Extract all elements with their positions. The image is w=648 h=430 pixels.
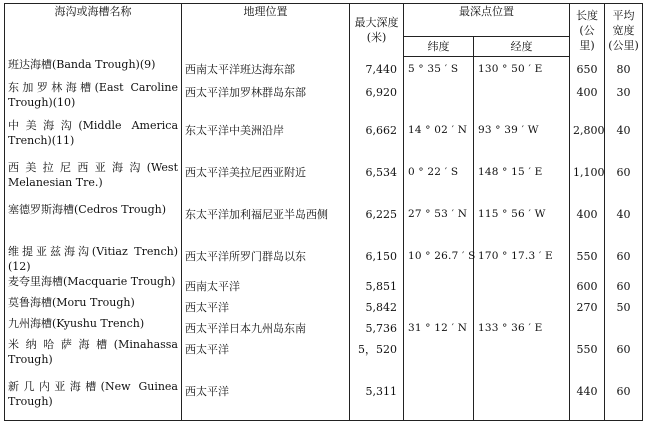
trench-name-cell: 新几内亚海槽(New Guinea Trough) (5, 379, 182, 421)
length-cell: 2,800 (570, 118, 605, 160)
trench-location-cell: 西南太平洋班达海东部 (182, 57, 350, 80)
length-cell: 550 (570, 244, 605, 274)
avg-width-cell: 60 (605, 379, 643, 421)
header-length: 长度(公里) (570, 4, 605, 57)
longitude-cell (474, 80, 570, 118)
longitude-cell: 133 ° 36 ′ E (474, 316, 570, 337)
table-row (5, 57, 643, 80)
header-longitude: 经度 (474, 37, 570, 57)
latitude-cell (404, 295, 474, 316)
header-deepest-point: 最深点位置 (404, 4, 570, 37)
length-cell: 1,100 (570, 160, 605, 202)
length-cell (570, 316, 605, 337)
latitude-cell: 31 ° 12 ′ N (404, 316, 474, 337)
latitude-cell (404, 379, 474, 421)
latitude-cell: 10 ° 26.7 ′ S (404, 244, 474, 274)
avg-width-cell: 40 (605, 202, 643, 244)
trench-name-cell: 莫鲁海槽(Moru Trough) (5, 295, 182, 316)
length-cell: 650 (570, 57, 605, 80)
table-row (5, 379, 643, 421)
length-cell: 550 (570, 337, 605, 379)
trench-location-cell: 西太平洋日本九州岛东南 (182, 316, 350, 337)
avg-width-cell: 60 (605, 244, 643, 274)
latitude-cell: 0 ° 22 ′ S (404, 160, 474, 202)
max-depth-cell: 6,662 (350, 118, 404, 160)
latitude-cell: 27 ° 53 ′ N (404, 202, 474, 244)
max-depth-cell: 6,534 (350, 160, 404, 202)
header-location: 地理位置 (182, 4, 350, 57)
trench-location-cell: 东太平洋中美洲沿岸 (182, 118, 350, 160)
table-row (5, 160, 643, 202)
longitude-cell: 130 ° 50 ′ E (474, 57, 570, 80)
table-row (5, 80, 643, 118)
latitude-cell (404, 274, 474, 295)
table-row (5, 244, 643, 274)
length-cell: 600 (570, 274, 605, 295)
longitude-cell: 148 ° 15 ′ E (474, 160, 570, 202)
avg-width-cell: 80 (605, 57, 643, 80)
longitude-cell: 115 ° 56 ′ W (474, 202, 570, 244)
longitude-cell (474, 337, 570, 379)
avg-width-cell: 60 (605, 160, 643, 202)
length-cell: 440 (570, 379, 605, 421)
max-depth-cell: 5,851 (350, 274, 404, 295)
trench-table (4, 3, 643, 421)
table-row (5, 274, 643, 295)
table-row (5, 337, 643, 379)
trench-name-cell: 维提亚兹海沟(Vitiaz Trench)(12) (5, 244, 182, 274)
latitude-cell (404, 80, 474, 118)
max-depth-cell: 6,225 (350, 202, 404, 244)
trench-name-cell: 九州海槽(Kyushu Trench) (5, 316, 182, 337)
latitude-cell (404, 337, 474, 379)
longitude-cell (474, 379, 570, 421)
trench-location-cell: 西太平洋加罗林群岛东部 (182, 80, 350, 118)
max-depth-cell: 6,150 (350, 244, 404, 274)
avg-width-cell: 30 (605, 80, 643, 118)
length-cell: 400 (570, 202, 605, 244)
longitude-cell (474, 295, 570, 316)
trench-location-cell: 东太平洋加利福尼亚半岛西侧 (182, 202, 350, 244)
trench-name-cell: 班达海槽(Banda Trough)(9) (5, 57, 182, 80)
trench-location-cell: 西太平洋 (182, 295, 350, 316)
header-max-depth: 最大深度(米) (350, 4, 404, 57)
max-depth-cell: 5,736 (350, 316, 404, 337)
header-latitude: 纬度 (404, 37, 474, 57)
length-cell: 270 (570, 295, 605, 316)
avg-width-cell: 60 (605, 337, 643, 379)
trench-location-cell: 西太平洋 (182, 337, 350, 379)
trench-name-cell: 米纳哈萨海槽(Minahassa Trough) (5, 337, 182, 379)
avg-width-cell (605, 316, 643, 337)
table-row (5, 316, 643, 337)
latitude-cell: 5 ° 35 ′ S (404, 57, 474, 80)
latitude-cell: 14 ° 02 ′ N (404, 118, 474, 160)
longitude-cell: 170 ° 17.3 ′ E (474, 244, 570, 274)
trench-name-cell: 麦夸里海槽(Macquarie Trough) (5, 274, 182, 295)
avg-width-cell: 50 (605, 295, 643, 316)
avg-width-cell: 60 (605, 274, 643, 295)
trench-location-cell: 西太平洋美拉尼西亚附近 (182, 160, 350, 202)
max-depth-cell: 5,311 (350, 379, 404, 421)
length-cell: 400 (570, 80, 605, 118)
table-row (5, 118, 643, 160)
table-row (5, 295, 643, 316)
avg-width-cell: 40 (605, 118, 643, 160)
max-depth-cell: 6,920 (350, 80, 404, 118)
header-name: 海沟或海槽名称 (5, 4, 182, 57)
trench-name-cell: 西美拉尼西亚海沟(West Melanesian Tre.) (5, 160, 182, 202)
trench-location-cell: 西太平洋所罗门群岛以东 (182, 244, 350, 274)
longitude-cell (474, 274, 570, 295)
table-row (5, 202, 643, 244)
longitude-cell: 93 ° 39 ′ W (474, 118, 570, 160)
trench-location-cell: 西南太平洋 (182, 274, 350, 295)
max-depth-cell: 5,842 (350, 295, 404, 316)
header-avg-width: 平均宽度(公里) (605, 4, 643, 57)
max-depth-cell: 5，520 (350, 337, 404, 379)
trench-location-cell: 西太平洋 (182, 379, 350, 421)
trench-name-cell: 塞德罗斯海槽(Cedros Trough) (5, 202, 182, 244)
trench-name-cell: 东加罗林海槽(East Caroline Trough)(10) (5, 80, 182, 118)
trench-name-cell: 中美海沟(Middle America Trench)(11) (5, 118, 182, 160)
max-depth-cell: 7,440 (350, 57, 404, 80)
